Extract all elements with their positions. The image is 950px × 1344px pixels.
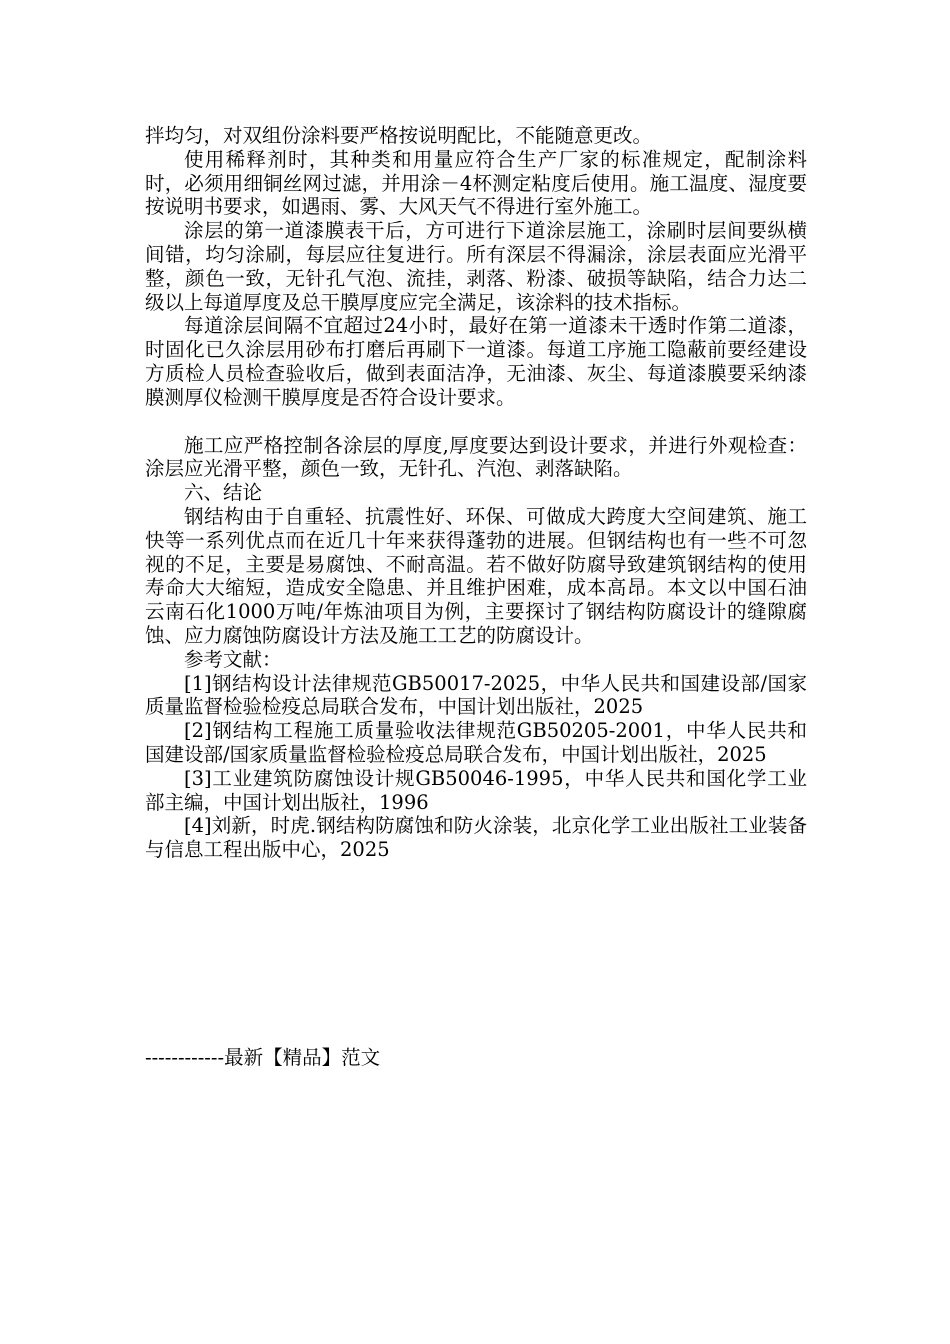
paragraph-continuation: 拌均匀，对双组份涂料要严格按说明配比，不能随意更改。 (145, 124, 653, 147)
paragraph-thickness-control: 施工应严格控制各涂层的厚度,厚度要达到设计要求，并进行外观检查：涂层应光滑平整，颜色一致，无针孔、汽泡、剥落缺陷。 (145, 433, 807, 481)
page-footer: ------------最新【精品】范文 (145, 1046, 381, 1069)
paragraph-thinner: 使用稀释剂时，其种类和用量应符合生产厂家的标准规定，配制涂料时，必须用细铜丝网过滤，并用涂－4杯测定粘度后使用。施工温度、湿度要按说明书要求，如遇雨、雾、大风天气不得进行室外施工。 (145, 147, 807, 219)
references-heading: 参考文献： (184, 647, 282, 671)
paragraph-coating-interval: 每道涂层间隔不宜超过24小时，最好在第一道漆未干透时作第二道漆，时固化已久涂层用砂布打磨后再刷下一道漆。每道工序施工隐蔽前要经建设方质检人员检查验收后，做到表面洁净，无油漆、灰尘、每道漆膜要采纳漆膜测厚仪检测干膜厚度是否符合设计要求。 (145, 314, 807, 409)
reference-item: [1]钢结构设计法律规范GB50017-2025，中华人民共和国建设部/国家质量监督检验检疫总局联合发布，中国计划出版社，2025 (145, 671, 807, 719)
document-body (145, 124, 807, 862)
reference-item: [4]刘新，时虎.钢结构防腐蚀和防火涂装，北京化学工业出版社工业装备与信息工程出版中心，2025 (145, 814, 807, 862)
paragraph-conclusion: 钢结构由于自重轻、抗震性好、环保、可做成大跨度大空间建筑、施工快等一系列优点而在近几十年来获得蓬勃的进展。但钢结构也有一些不可忽视的不足，主要是易腐蚀、不耐高温。若不做好防腐导致建筑钢结构的使用寿命大大缩短，造成安全隐患、并且维护困难，成本高昂。本文以中国石油云南石化1000万吨/年炼油项目为例，主要探讨了钢结构防腐设计的缝隙腐蚀、应力腐蚀防腐设计方法及施工工艺的防腐设计。 (145, 504, 807, 647)
reference-item: [2]钢结构工程施工质量验收法律规范GB50205-2001，中华人民共和国建设部/国家质量监督检验检疫总局联合发布，中国计划出版社，2025 (145, 719, 807, 766)
section-heading-conclusion: 六、结论 (184, 481, 263, 505)
paragraph-coating-layers: 涂层的第一道漆膜表干后，方可进行下道涂层施工，涂刷时层间要纵横间错，均匀涂刷，每层应往复进行。所有深层不得漏涂，涂层表面应光滑平整，颜色一致，无针孔气泡、流挂，剥落、粉漆、破损等缺陷，结合力达二级以上每道厚度及总干膜厚度应完全满足，该涂料的技术指标。 (145, 219, 807, 314)
reference-item: [3]工业建筑防腐蚀设计规GB50046-1995，中华人民共和国化学工业部主编，中国计划出版社，1996 (145, 766, 807, 814)
